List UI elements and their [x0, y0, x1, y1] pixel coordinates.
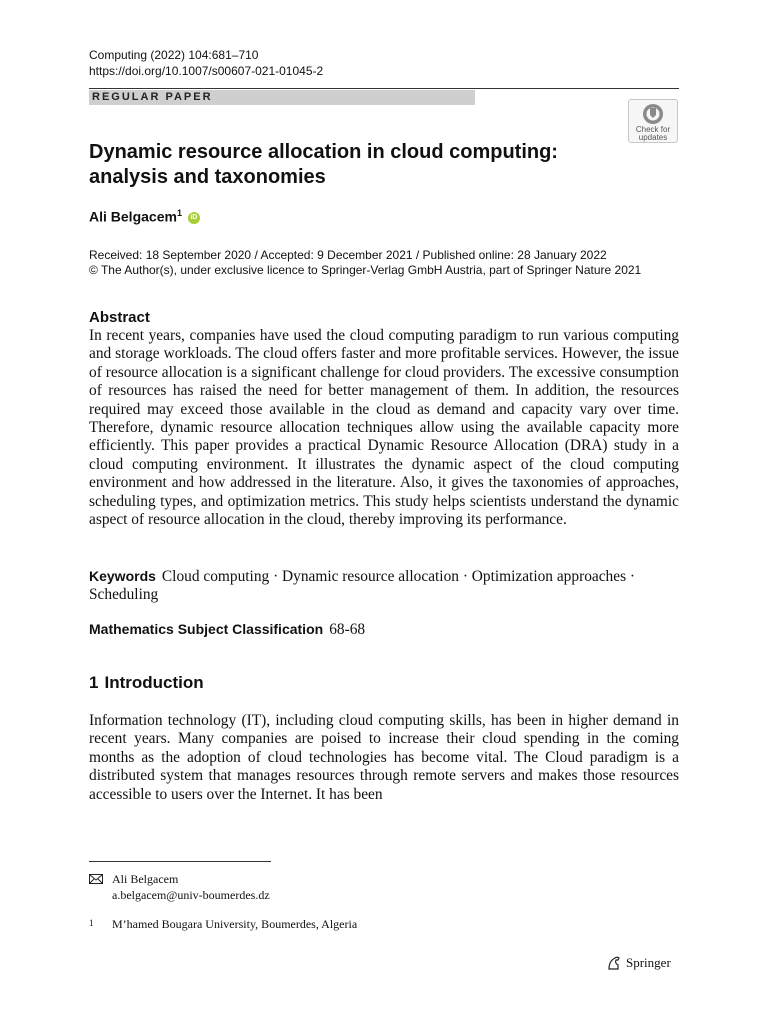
publisher-name: Springer	[626, 955, 671, 970]
orcid-icon[interactable]: iD	[188, 212, 200, 224]
badge-label-line2: updates	[638, 133, 668, 142]
crossmark-icon	[641, 102, 665, 126]
keywords-list: Cloud computing · Dynamic resource allocation · Optimization approaches · Scheduling	[89, 568, 636, 604]
footnote-email[interactable]: a.belgacem@univ-boumerdes.dz	[112, 888, 270, 902]
doi-link[interactable]: https://doi.org/10.1007/s00607-021-01045-2	[89, 64, 324, 78]
springer-horse-icon	[606, 955, 622, 971]
author-name[interactable]: Ali Belgacem	[89, 208, 177, 225]
publication-dates: Received: 18 September 2020 / Accepted: 9 December 2021 / Published online: 28 January 2022	[89, 248, 607, 262]
msc-value: 68-68	[329, 621, 366, 638]
copyright-notice: © The Author(s), under exclusive licence to Springer-Verlag GmbH Austria, part of Springer Nature 2021	[89, 263, 642, 277]
article-category: REGULAR PAPER	[89, 90, 475, 105]
publisher-logo	[606, 955, 671, 971]
author-affil-mark: 1	[176, 208, 182, 218]
introduction-text: Information technology (IT), including cloud computing skills, has been in higher demand in recent years. Many companies are poised to increase their cloud spending in the coming months as the adoption of cloud technologies has become vital. The Cloud paradigm is a distributed system that manages resources through remote servers and makes those resources accessible to users over the Internet. It has been	[89, 712, 679, 803]
abstract-text: In recent years, companies have used the cloud computing paradigm to run various computing and storage workloads. The cloud offers faster and more profitable services. However, the issue of resource allocation is a significant challenge for cloud providers. The excessive consumption of resources has raised the need for better management of them. In addition, the resources required may exceed those available in the cloud as demand and capacity vary over time. Therefore, dynamic resource allocation techniques allow using the available capacity more efficiently. This paper provides a practical Dynamic Resource Allocation (DRA) study in a cloud computing environment. It illustrates the dynamic aspect of the cloud computing environment and how addressed in the literature. Also, it gives the taxonomies of approaches, scheduling types, and optimization metrics. This study helps scientists understand the dynamic aspect of resource allocation in the cloud, thereby improving its performance.	[89, 327, 679, 529]
footnote-affil-mark: 1	[89, 918, 94, 928]
section-title: Introduction	[104, 673, 204, 692]
footnote-affiliation: M’hamed Bougara University, Boumerdes, Algeria	[112, 917, 358, 931]
badge-label-line1: Check for	[635, 125, 671, 134]
envelope-icon	[89, 874, 103, 884]
article-title: Dynamic resource allocation in cloud computing: analysis and taxonomies	[89, 141, 558, 188]
author-line	[89, 208, 200, 225]
msc-label: Mathematics Subject Classification	[89, 621, 324, 637]
header-rule	[89, 88, 679, 89]
keywords	[89, 567, 679, 605]
section-heading	[89, 673, 204, 693]
subject-classification	[89, 621, 365, 639]
abstract-heading: Abstract	[89, 309, 150, 326]
keywords-label: Keywords	[89, 568, 156, 584]
journal-reference: Computing (2022) 104:681–710	[89, 48, 259, 62]
check-for-updates-badge[interactable]	[628, 99, 678, 143]
footnote-author: Ali Belgacem	[112, 872, 179, 886]
footnote-rule	[89, 861, 271, 862]
section-number: 1	[89, 673, 99, 692]
